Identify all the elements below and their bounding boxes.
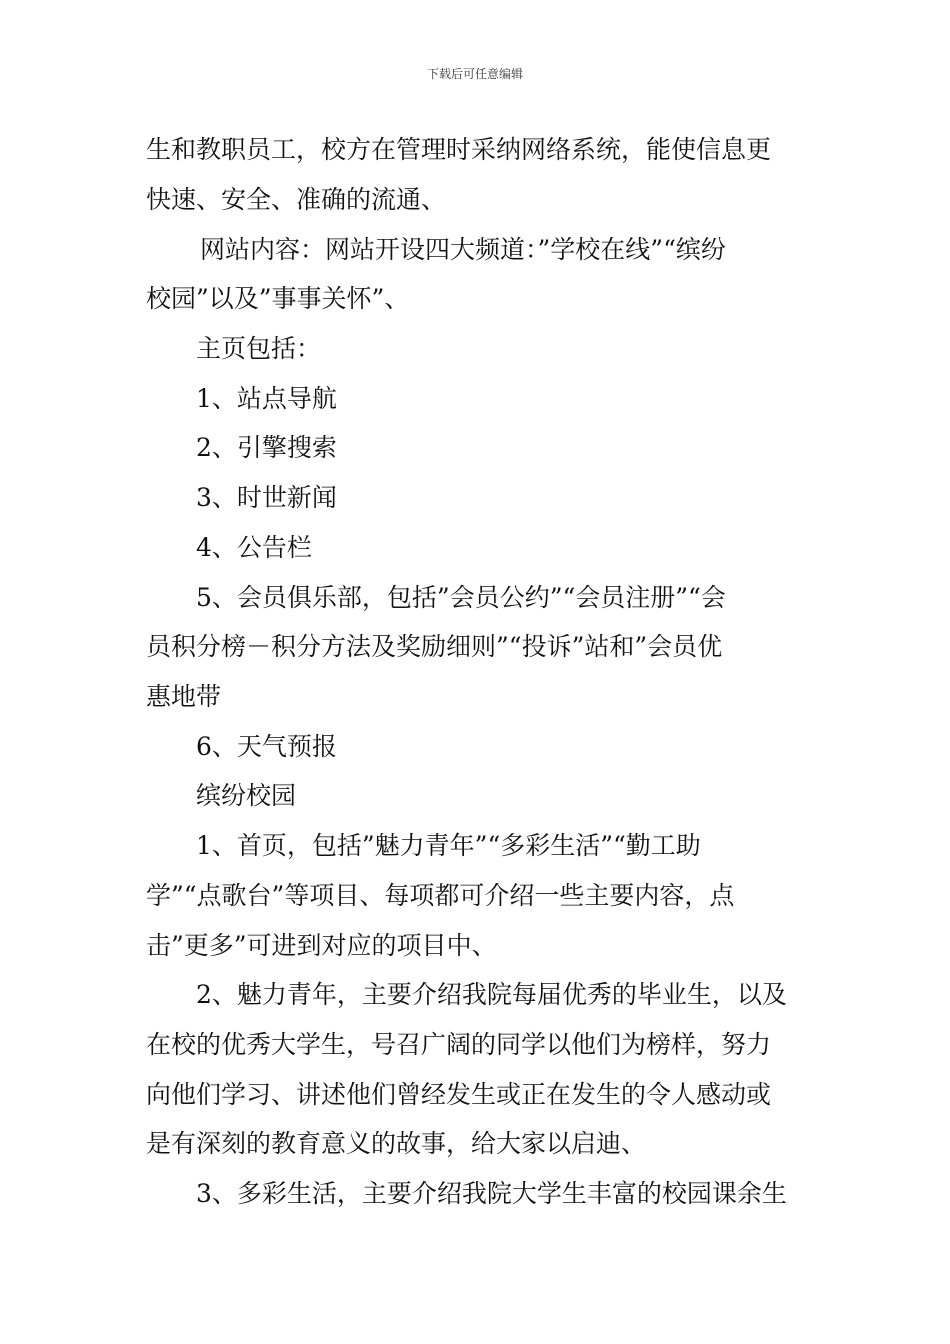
body-line: 惠地带 <box>146 682 222 711</box>
body-line: 校园”以及”事事关怀”、 <box>146 284 410 313</box>
body-line: 在校的优秀大学生，号召广阔的同学以他们为榜样，努力 <box>146 1030 772 1059</box>
list-item: 4、公告栏 <box>196 533 312 562</box>
list-item: 1、首页，包括”魅力青年”“多彩生活”“勤工助 <box>196 831 701 860</box>
list-item: 5、会员俱乐部，包括”会员公约”“会员注册”“会 <box>196 583 726 612</box>
list-item: 3、多彩生活，主要介绍我院大学生丰富的校园课余生 <box>196 1179 787 1208</box>
list-item: 2、引擎搜索 <box>196 433 337 462</box>
list-item: 1、站点导航 <box>196 384 337 413</box>
body-line: 是有深刻的教育意义的故事，给大家以启迪、 <box>146 1129 647 1158</box>
body-line: 主页包括： <box>196 334 322 363</box>
body-line: 生和教职员工，校方在管理时采纳网络系统，能使信息更 <box>146 135 772 164</box>
download-edit-note: 下载后可任意编辑 <box>426 67 523 81</box>
body-line: 学”“点歌台”等项目、每项都可介绍一些主要内容，点 <box>146 881 735 910</box>
body-line: 快速、安全、准确的流通、 <box>146 185 447 214</box>
list-item: 6、天气预报 <box>196 732 337 761</box>
body-line: 网站内容：网站开设四大频道：”学校在线”“缤纷 <box>200 235 726 264</box>
body-line: 员积分榜－积分方法及奖励细则”“投诉”站和”会员优 <box>146 632 723 661</box>
section-heading: 缤纷校园 <box>196 781 297 810</box>
list-item: 2、魅力青年，主要介绍我院每届优秀的毕业生，以及 <box>196 980 787 1009</box>
body-line: 向他们学习、讲述他们曾经发生或正在发生的令人感动或 <box>146 1080 772 1109</box>
list-item: 3、时世新闻 <box>196 483 337 512</box>
body-line: 击”更多”可进到对应的项目中、 <box>146 931 497 960</box>
